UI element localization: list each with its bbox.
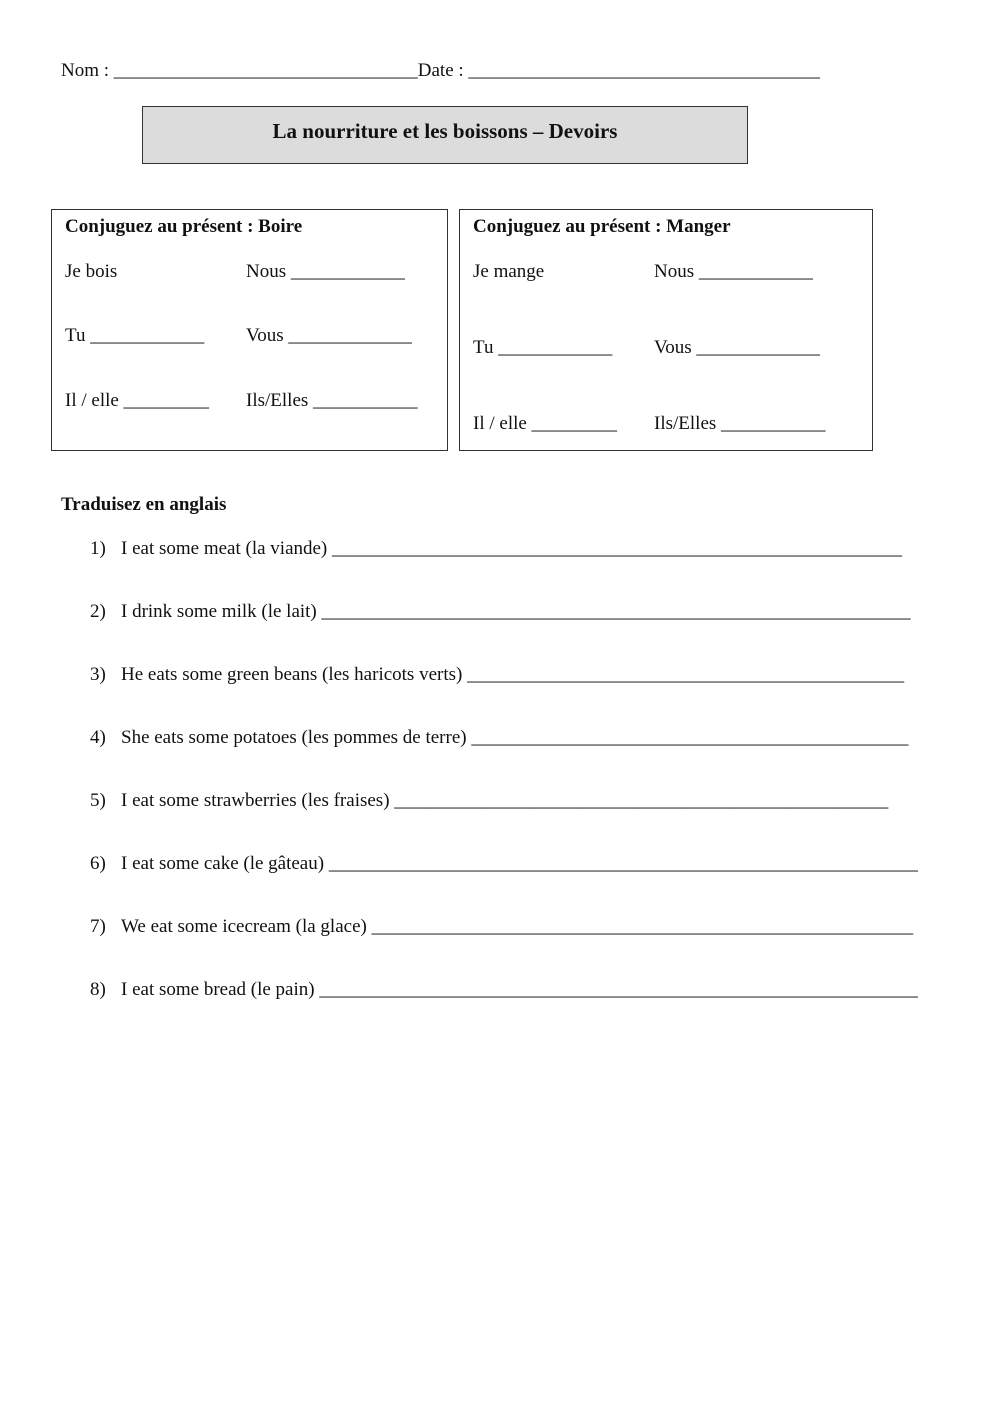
conjugation-box-boire [51,209,448,451]
boire-nous: Nous ____________ [246,261,405,282]
page-title: La nourriture et les boissons – Devoirs [272,119,618,143]
item-text: I eat some cake (le gâteau) ______________________________________________________________ [121,853,918,874]
list-item [90,664,904,686]
boire-vous: Vous _____________ [246,325,412,346]
manger-ils-elles: Ils/Elles ___________ [654,413,826,434]
boire-ils-elles: Ils/Elles ___________ [246,390,418,411]
item-number: 4) [90,727,106,748]
title-box [142,106,748,164]
item-number: 8) [90,979,106,1000]
conjugation-box-manger [459,209,873,451]
item-text: We eat some icecream (la glace) _________________________________________________________ [121,916,914,937]
manger-nous: Nous ____________ [654,261,813,282]
box-title-manger: Conjuguez au présent : Manger [473,216,731,237]
item-number: 6) [90,853,106,874]
item-number: 3) [90,664,106,685]
item-number: 7) [90,916,106,937]
item-text: I eat some bread (le pain) _______________________________________________________________ [121,979,918,1000]
item-text: I eat some meat (la viande) ____________________________________________________________ [121,538,903,559]
list-item [90,790,888,812]
item-text: He eats some green beans (les haricots verts) ______________________________________________ [121,664,905,685]
name-date-line: Nom : ________________________________Date : _____________________________________ [61,60,820,81]
list-item [90,853,918,875]
list-item [90,538,902,560]
list-item [90,916,913,938]
item-text: She eats some potatoes (les pommes de terre) ______________________________________________ [121,727,909,748]
list-item [90,727,908,749]
manger-tu: Tu ____________ [473,337,613,358]
translate-section-title: Traduisez en anglais [61,494,227,515]
manger-il-elle: Il / elle _________ [473,413,618,434]
list-item [90,601,911,623]
item-number: 5) [90,790,106,811]
item-number: 1) [90,538,106,559]
boire-il-elle: Il / elle _________ [65,390,210,411]
boire-tu: Tu ____________ [65,325,205,346]
box-title-boire: Conjuguez au présent : Boire [65,216,303,237]
item-text: I eat some strawberries (les fraises) ____________________________________________________ [121,790,889,811]
list-item [90,979,918,1001]
manger-vous: Vous _____________ [654,337,820,358]
item-number: 2) [90,601,106,622]
manger-je: Je mange [473,261,545,282]
boire-je: Je bois [65,261,118,282]
item-text: I drink some milk (le lait) ______________________________________________________________ [121,601,911,622]
